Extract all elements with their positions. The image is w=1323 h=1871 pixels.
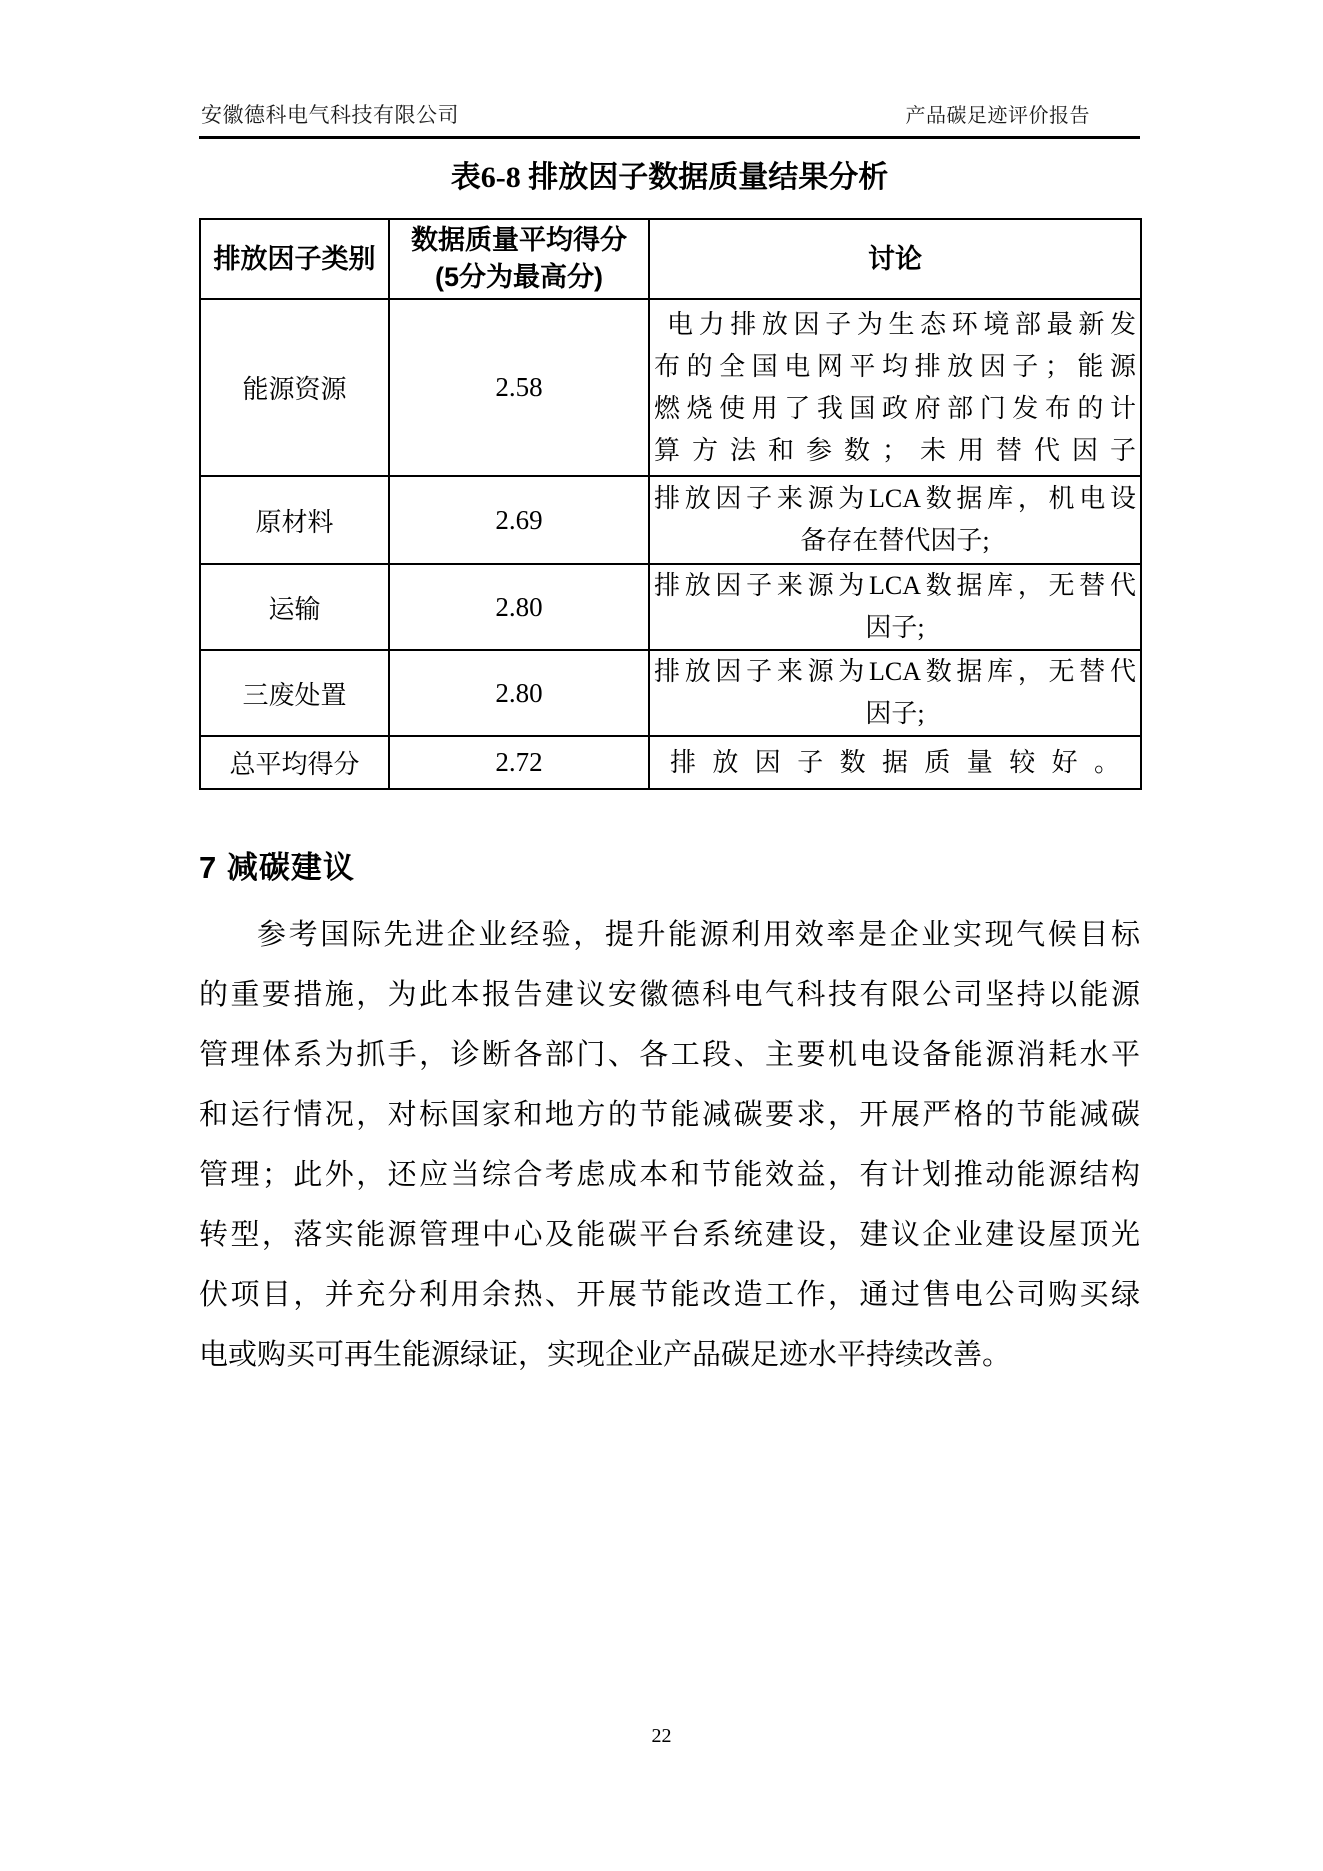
- section-heading: 7 减碳建议: [199, 850, 355, 885]
- cell-category: 原材料: [200, 476, 389, 564]
- cell-discussion: [649, 564, 1141, 650]
- header-report-title: 产品碳足迹评价报告: [905, 105, 1090, 127]
- cell-score: 2.69: [389, 476, 649, 564]
- discussion-line: 排放因子来源为LCA数据库，机电设: [654, 484, 1136, 513]
- table-caption: 表6-8 排放因子数据质量结果分析: [450, 161, 889, 194]
- cell-discussion: [649, 650, 1141, 736]
- table-row: [200, 299, 1141, 476]
- cell-category: 运输: [200, 564, 389, 650]
- table-row: [200, 564, 1141, 650]
- cell-score: 2.72: [389, 736, 649, 789]
- discussion-line: 算方法和参数；未用替代因子: [654, 435, 1136, 465]
- table-row: [200, 736, 1141, 789]
- discussion-line: 因子;: [865, 613, 925, 642]
- col-header-score: [389, 219, 649, 299]
- emission-factor-quality-table: [199, 218, 1142, 790]
- header-company-name: 安徽德科电气科技有限公司: [201, 103, 459, 127]
- cell-discussion: [649, 476, 1141, 564]
- discussion-line: 电力排放因子为生态环境部最新发: [667, 309, 1136, 339]
- cell-category: 能源资源: [200, 299, 389, 476]
- paragraph-line: 转型，落实能源管理中心及能碳平台系统建设，建议企业建设屋顶光: [199, 1219, 1140, 1251]
- paragraph-line: 电或购买可再生能源绿证，实现企业产品碳足迹水平持续改善。: [199, 1339, 1012, 1371]
- cell-score: 2.80: [389, 650, 649, 736]
- emission-factor-quality-table-wrap: [199, 218, 1140, 790]
- paragraph-line: 和运行情况，对标国家和地方的节能减碳要求，开展严格的节能减碳: [199, 1099, 1140, 1131]
- discussion-line: 排放因子来源为LCA数据库，无替代: [654, 657, 1136, 686]
- discussion-line: 排放因子来源为LCA数据库，无替代: [654, 571, 1136, 600]
- discussion-line: 布的全国电网平均排放因子；能源: [654, 351, 1136, 381]
- cell-category: 三废处置: [200, 650, 389, 736]
- cell-category: 总平均得分: [200, 736, 389, 789]
- table-row: [200, 650, 1141, 736]
- cell-discussion: [649, 736, 1141, 789]
- paragraph-line: 管理体系为抓手，诊断各部门、各工段、主要机电设备能源消耗水平: [199, 1039, 1140, 1071]
- discussion-line: 排放因子数据质量较好。: [670, 747, 1120, 777]
- col-header-category: 排放因子类别: [200, 219, 389, 299]
- paragraph-line: 参考国际先进企业经验，提升能源利用效率是企业实现气候目标: [257, 919, 1140, 951]
- discussion-line: 因子;: [865, 699, 925, 728]
- page-number: 22: [651, 1725, 672, 1747]
- cell-score: 2.58: [389, 299, 649, 476]
- paragraph-line: 的重要措施，为此本报告建议安徽德科电气科技有限公司坚持以能源: [199, 979, 1140, 1011]
- body-paragraph: [199, 905, 1140, 1385]
- paragraph-line: 伏项目，并充分利用余热、开展节能改造工作，通过售电公司购买绿: [199, 1279, 1140, 1311]
- col-header-score-line1: 数据质量平均得分: [411, 225, 627, 255]
- table-row: [200, 476, 1141, 564]
- discussion-line: 备存在替代因子;: [800, 526, 990, 555]
- col-header-discussion: 讨论: [649, 219, 1141, 299]
- discussion-line: 燃烧使用了我国政府部门发布的计: [654, 393, 1136, 423]
- cell-discussion: [649, 299, 1141, 476]
- col-header-score-line2: (5分为最高分): [435, 262, 603, 292]
- paragraph-line: 管理；此外，还应当综合考虑成本和节能效益，有计划推动能源结构: [199, 1159, 1140, 1191]
- cell-score: 2.80: [389, 564, 649, 650]
- header-rule: [199, 136, 1140, 139]
- table-header-row: [200, 219, 1141, 299]
